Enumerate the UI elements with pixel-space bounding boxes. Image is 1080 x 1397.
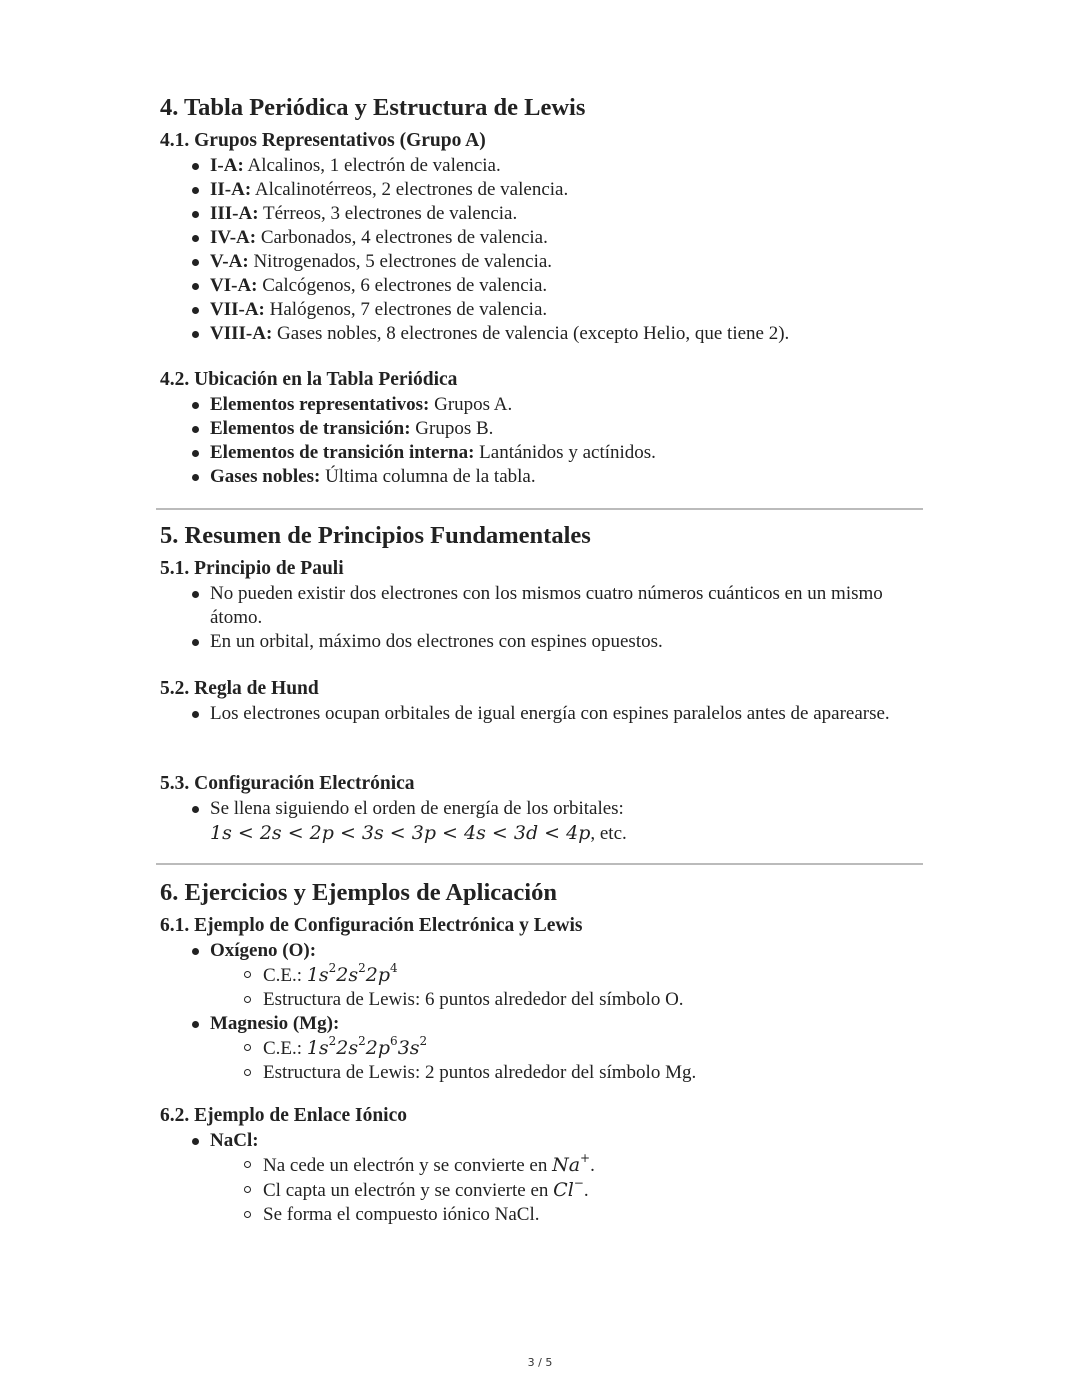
page-number: 3 / 5 — [527, 1356, 553, 1369]
subsection-4-2 — [160, 367, 910, 489]
section-6 — [160, 878, 557, 908]
subsection-title: 5.3. Configuración Electrónica — [160, 773, 415, 794]
subsection-title: 4.2. Ubicación en la Tabla Periódica — [160, 369, 458, 390]
example-list — [160, 939, 913, 1085]
electron-config-formula: $1s^22s^22p^63s^2$ — [306, 1034, 428, 1059]
list-item: Se llena siguiendo el orden de energía de los orbitales: 1s < 2s < 2p < 3s < 3p < 4s < 3d < 4p, etc. — [160, 797, 910, 846]
section-4 — [160, 93, 585, 123]
divider — [156, 863, 923, 865]
subsection-5-1 — [160, 556, 910, 654]
sub-item: Cl capta un electrón y se convierte en Cl−. — [160, 1178, 913, 1203]
config-list — [160, 797, 910, 846]
sub-item: Estructura de Lewis: 2 puntos alrededor del símbolo Mg. — [160, 1061, 913, 1085]
sub-item: Estructura de Lewis: 6 puntos alrededor del símbolo O. — [160, 988, 913, 1012]
list-item-oxygen: Oxígeno (O): — [160, 939, 910, 963]
section-title: 4. Tabla Periódica y Estructura de Lewis — [160, 94, 586, 121]
subsection-5-3 — [160, 771, 910, 846]
list-item: IV-A: Carbonados, 4 electrones de valencia. — [160, 226, 910, 250]
list-item: No pueden existir dos electrones con los mismos cuatro números cuánticos en un mismo átomo. — [160, 582, 910, 630]
subsection-title: 6.1. Ejemplo de Configuración Electrónica y Lewis — [160, 915, 583, 936]
list-item-magnesium: Magnesio (Mg): — [160, 1012, 910, 1036]
subsection-4-1 — [160, 128, 910, 346]
electron-config-formula: $1s^22s^22p^4$ — [306, 961, 398, 986]
subsection-5-2 — [160, 676, 910, 726]
list-item: VI-A: Calcógenos, 6 electrones de valencia. — [160, 274, 910, 298]
sub-item: Se forma el compuesto iónico NaCl. — [160, 1203, 913, 1227]
list-item: V-A: Nitrogenados, 5 electrones de valencia. — [160, 250, 910, 274]
subsection-6-1 — [160, 913, 913, 1085]
list-item: II-A: Alcalinotérreos, 2 electrones de valencia. — [160, 178, 910, 202]
list-item: III-A: Térreos, 3 electrones de valencia. — [160, 202, 910, 226]
group-list — [160, 154, 910, 346]
orbital-order-formula: 1s < 2s < 2p < 3s < 3p < 4s < 3d < 4p — [210, 822, 591, 844]
list-item: Los electrones ocupan orbitales de igual energía con espines paralelos antes de aparearse. — [160, 702, 910, 726]
list-item: VII-A: Halógenos, 7 electrones de valencia. — [160, 298, 910, 322]
section-5 — [160, 521, 591, 551]
list-item: En un orbital, máximo dos electrones con espines opuestos. — [160, 630, 910, 654]
subsection-6-2 — [160, 1103, 913, 1227]
sub-item: C.E.: $1s^22s^22p^63s^2$ — [160, 1036, 913, 1061]
list-item-nacl: NaCl: — [160, 1129, 910, 1153]
subsection-title: 6.2. Ejemplo de Enlace Iónico — [160, 1105, 407, 1126]
list-item: Elementos de transición interna: Lantánidos y actínidos. — [160, 441, 910, 465]
pauli-list — [160, 582, 910, 654]
ionic-list — [160, 1129, 913, 1227]
divider — [156, 508, 923, 510]
list-item: VIII-A: Gases nobles, 8 electrones de valencia (excepto Helio, que tiene 2). — [160, 322, 910, 346]
subsection-title: 4.1. Grupos Representativos (Grupo A) — [160, 130, 486, 151]
list-item: Gases nobles: Última columna de la tabla. — [160, 465, 910, 489]
section-title: 6. Ejercicios y Ejemplos de Aplicación — [160, 879, 557, 906]
subsection-title: 5.1. Principio de Pauli — [160, 558, 344, 579]
subsection-title: 5.2. Regla de Hund — [160, 678, 319, 699]
list-item: I-A: Alcalinos, 1 electrón de valencia. — [160, 154, 910, 178]
section-title: 5. Resumen de Principios Fundamentales — [160, 522, 591, 549]
location-list — [160, 393, 910, 489]
sub-item: Na cede un electrón y se convierte en Na+. — [160, 1153, 913, 1178]
list-item: Elementos representativos: Grupos A. — [160, 393, 910, 417]
hund-list — [160, 702, 910, 726]
list-item: Elementos de transición: Grupos B. — [160, 417, 910, 441]
sub-item: C.E.: $1s^22s^22p^4$ — [160, 963, 913, 988]
